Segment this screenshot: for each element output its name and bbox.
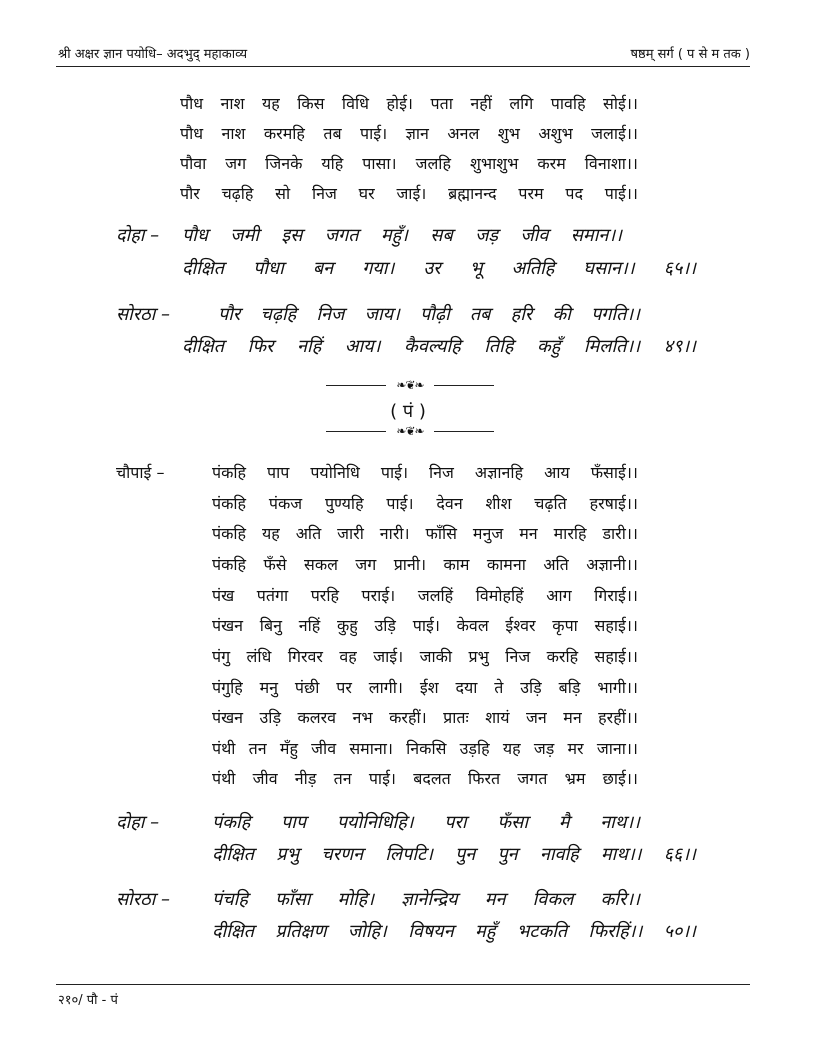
soratha-line: दीक्षित फिर नहिं आय। कैवल्यहि तिहि कहुँ मिलति।। ४९।। [182,336,696,357]
chaupai-line: पंकहि पंकज पुण्यहि पाई। देवन शीश चढ़ति हरषाई।। [212,494,638,513]
chaupai-line: पंथी जीव नीड़ तन पाई। बदलत फिरत जगत भ्रम छाई।। [212,769,638,788]
chaupai-line: पंखन बिनु नहिं कुहु उड़ि पाई। केवल ईश्वर कृपा सहाई।। [212,616,638,635]
ornament-glyph: ❧❦❧ [396,424,424,438]
page-header [58,44,750,64]
ornament-divider [326,378,494,392]
doha-label: दोहा – [116,812,160,833]
chaupai-line: पंखन उड़ि कलरव नभ करहीं। प्रातः शायं जन मन हरहीं।। [212,708,638,727]
soratha-line: पंचहि फाँसा मोहि। ज्ञानेन्द्रिय मन विकल करि।। [212,889,640,910]
doha-line: दीक्षित पौधा बन गया। उर भू अतिहि घसान।। ६५।। [182,258,696,279]
soratha-line: दीक्षित प्रतिक्षण जोहि। विषयन महुँ भटकति फिरहिं।। ५०।। [212,921,696,942]
chaupai-line: पंगुहि मनु पंछी पर लागी। ईश दया ते उड़ि बड़ि भागी।। [212,678,638,697]
soratha-label: सोरठा – [116,889,171,910]
doha-line: पंकहि पाप पयोनिधिहि। परा फँसा मै नाथ।। [212,812,640,833]
verse-line: पौर चढ़हि सो निज घर जाई। ब्रह्मानन्द परम पद पाई।। [180,184,638,203]
header-rule [56,66,750,67]
doha-line: दीक्षित प्रभु चरणन लिपटि। पुन पुन नावहि माथ।। ६६।। [212,844,696,865]
verse-line: पौध नाश यह किस विधि होई। पता नहीं लगि पावहि सोई।। [180,94,638,113]
chaupai-line: पंगु लंधि गिरवर वह जाई। जाकी प्रभु निज करहि सहाई।। [212,647,638,666]
chaupai-line: पंकहि यह अति जारी नारी। फाँसि मनुज मन मारहि डारी।। [212,524,638,543]
chaupai-label: चौपाई – [116,463,165,482]
doha-line: पौध जमी इस जगत महुँ। सब जड़ जीव समान।। [182,225,622,246]
page-number: २१०/ पौ - पं [58,993,118,1008]
footer-rule [56,984,750,985]
ornament-glyph: ❧❦❧ [396,378,424,392]
chaupai-line: पंख पतंगा परहि पराई। जलहिं विमोहहिं आग गिराई।। [212,586,638,605]
chaupai-line: पंथी तन मँहु जीव समाना। निकसि उड़हि यह जड़ मर जाना।। [212,739,638,758]
book-title: श्री अक्षर ज्ञान पयोधि– अदभुद् महाकाव्य [58,47,248,62]
doha-label: दोहा – [116,225,160,246]
verse-line: पौध नाश करमहि तब पाई। ज्ञान अनल शुभ अशुभ जलाई।। [180,124,638,143]
ornament-divider [326,424,494,438]
section-title: ( पं ) [390,401,426,422]
chapter-title: षष्ठम् सर्ग ( प से म तक ) [630,47,750,62]
chaupai-line: पंकहि पाप पयोनिधि पाई। निज अज्ञानहि आय फँसाई।। [212,463,638,482]
soratha-line: पौर चढ़हि निज जाय। पौढ़ी तब हरि की पगति।। [218,304,640,325]
chaupai-line: पंकहि फँसे सकल जग प्रानी। काम कामना अति अज्ञानी।। [212,555,638,574]
verse-line: पौवा जग जिनके यहि पासा। जलहि शुभाशुभ करम विनाशा।। [180,154,638,173]
soratha-label: सोरठा – [116,304,171,325]
